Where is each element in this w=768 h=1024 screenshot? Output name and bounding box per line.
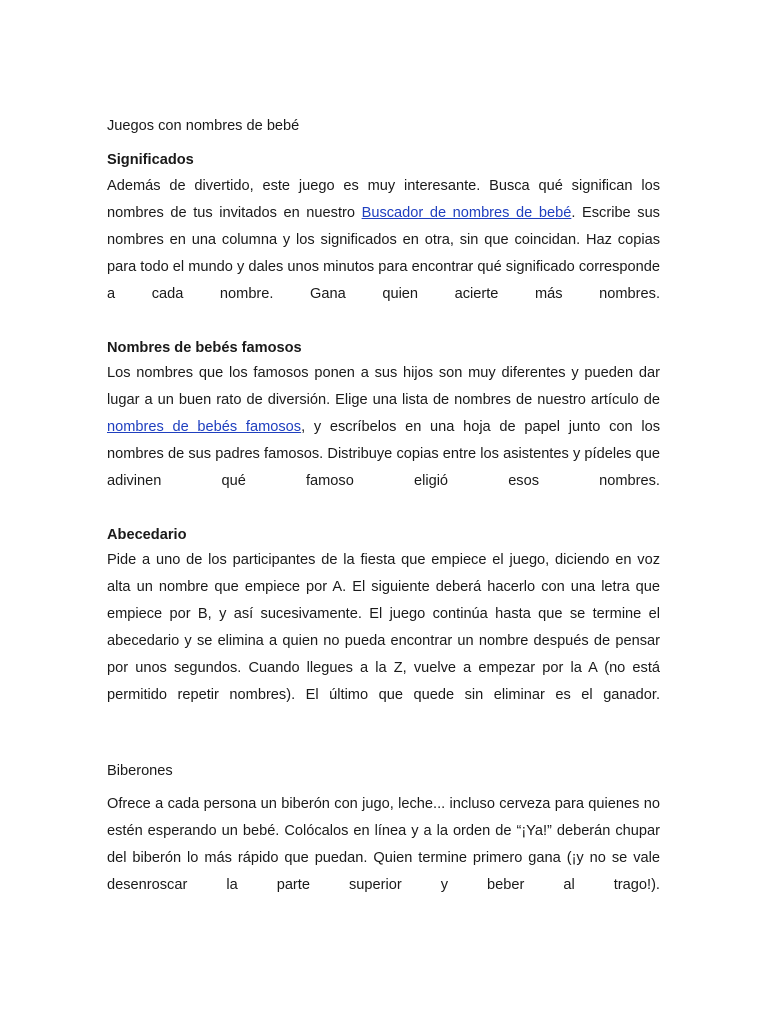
section-text: Los nombres que los famosos ponen a sus hijos son muy diferentes y pueden dar lugar a un buen rato de diversión. Elige una lista de nombres de nuestro artículo de [107,365,660,408]
section-text: Además de divertido, este juego es muy interesante. Busca qué significan los nombres de tus invitados en nuestro [107,178,660,221]
section-heading-famosos: Nombres de bebés famosos [107,340,302,356]
section-heading-abecedario: Abecedario [107,527,187,543]
section-body-biberones: Ofrece a cada persona un biberón con jugo, leche... incluso cerveza para quienes no estén esperando un bebé. Colócalos en línea y a la orden de “¡Ya!” deberán chupar del biberón lo más rápido que puedan. Quien termine primero gana (¡y no se vale desenroscar la parte superior y beber al trago!). [107,796,660,893]
buscador-nombres-link[interactable]: Buscador de nombres de bebé [361,205,572,221]
section-text: , y escríbelos en una hoja de papel junto con los nombres de sus padres famosos. Distribuye copias entre los asistentes y pídeles que adivinen qué famoso eligió esos nombres. [107,419,661,489]
section-body-abecedario: Pide a uno de los participantes de la fiesta que empiece el juego, diciendo en voz alta un nombre que empiece por A. El siguiente deberá hacerlo con una letra que empiece por B, y así sucesivamente. El juego continúa hasta que se termine el abecedario y se elimina a quien no pueda encontrar un nombre después de pensar por unos segundos. Cuando llegues a la Z, vuelve a empezar por la A (no está permitido repetir nombres). El último que quede sin eliminar es el ganador. [107,552,660,703]
section-text: . Escribe sus nombres en una columna y los significados en otra, sin que coincidan. Haz copias para todo el mundo y dales unos minutos para encontrar qué significado corresponde a cada nombre. Gana quien acierte más nombres. [107,205,660,302]
famosos-link[interactable]: nombres de bebés famosos [107,419,302,435]
document-title: Juegos con nombres de bebé [107,118,300,134]
section-heading-biberones: Biberones [107,763,173,779]
section-body-significados [107,173,660,308]
section-body-famosos [107,360,660,495]
section-heading-significados: Significados [107,152,194,168]
